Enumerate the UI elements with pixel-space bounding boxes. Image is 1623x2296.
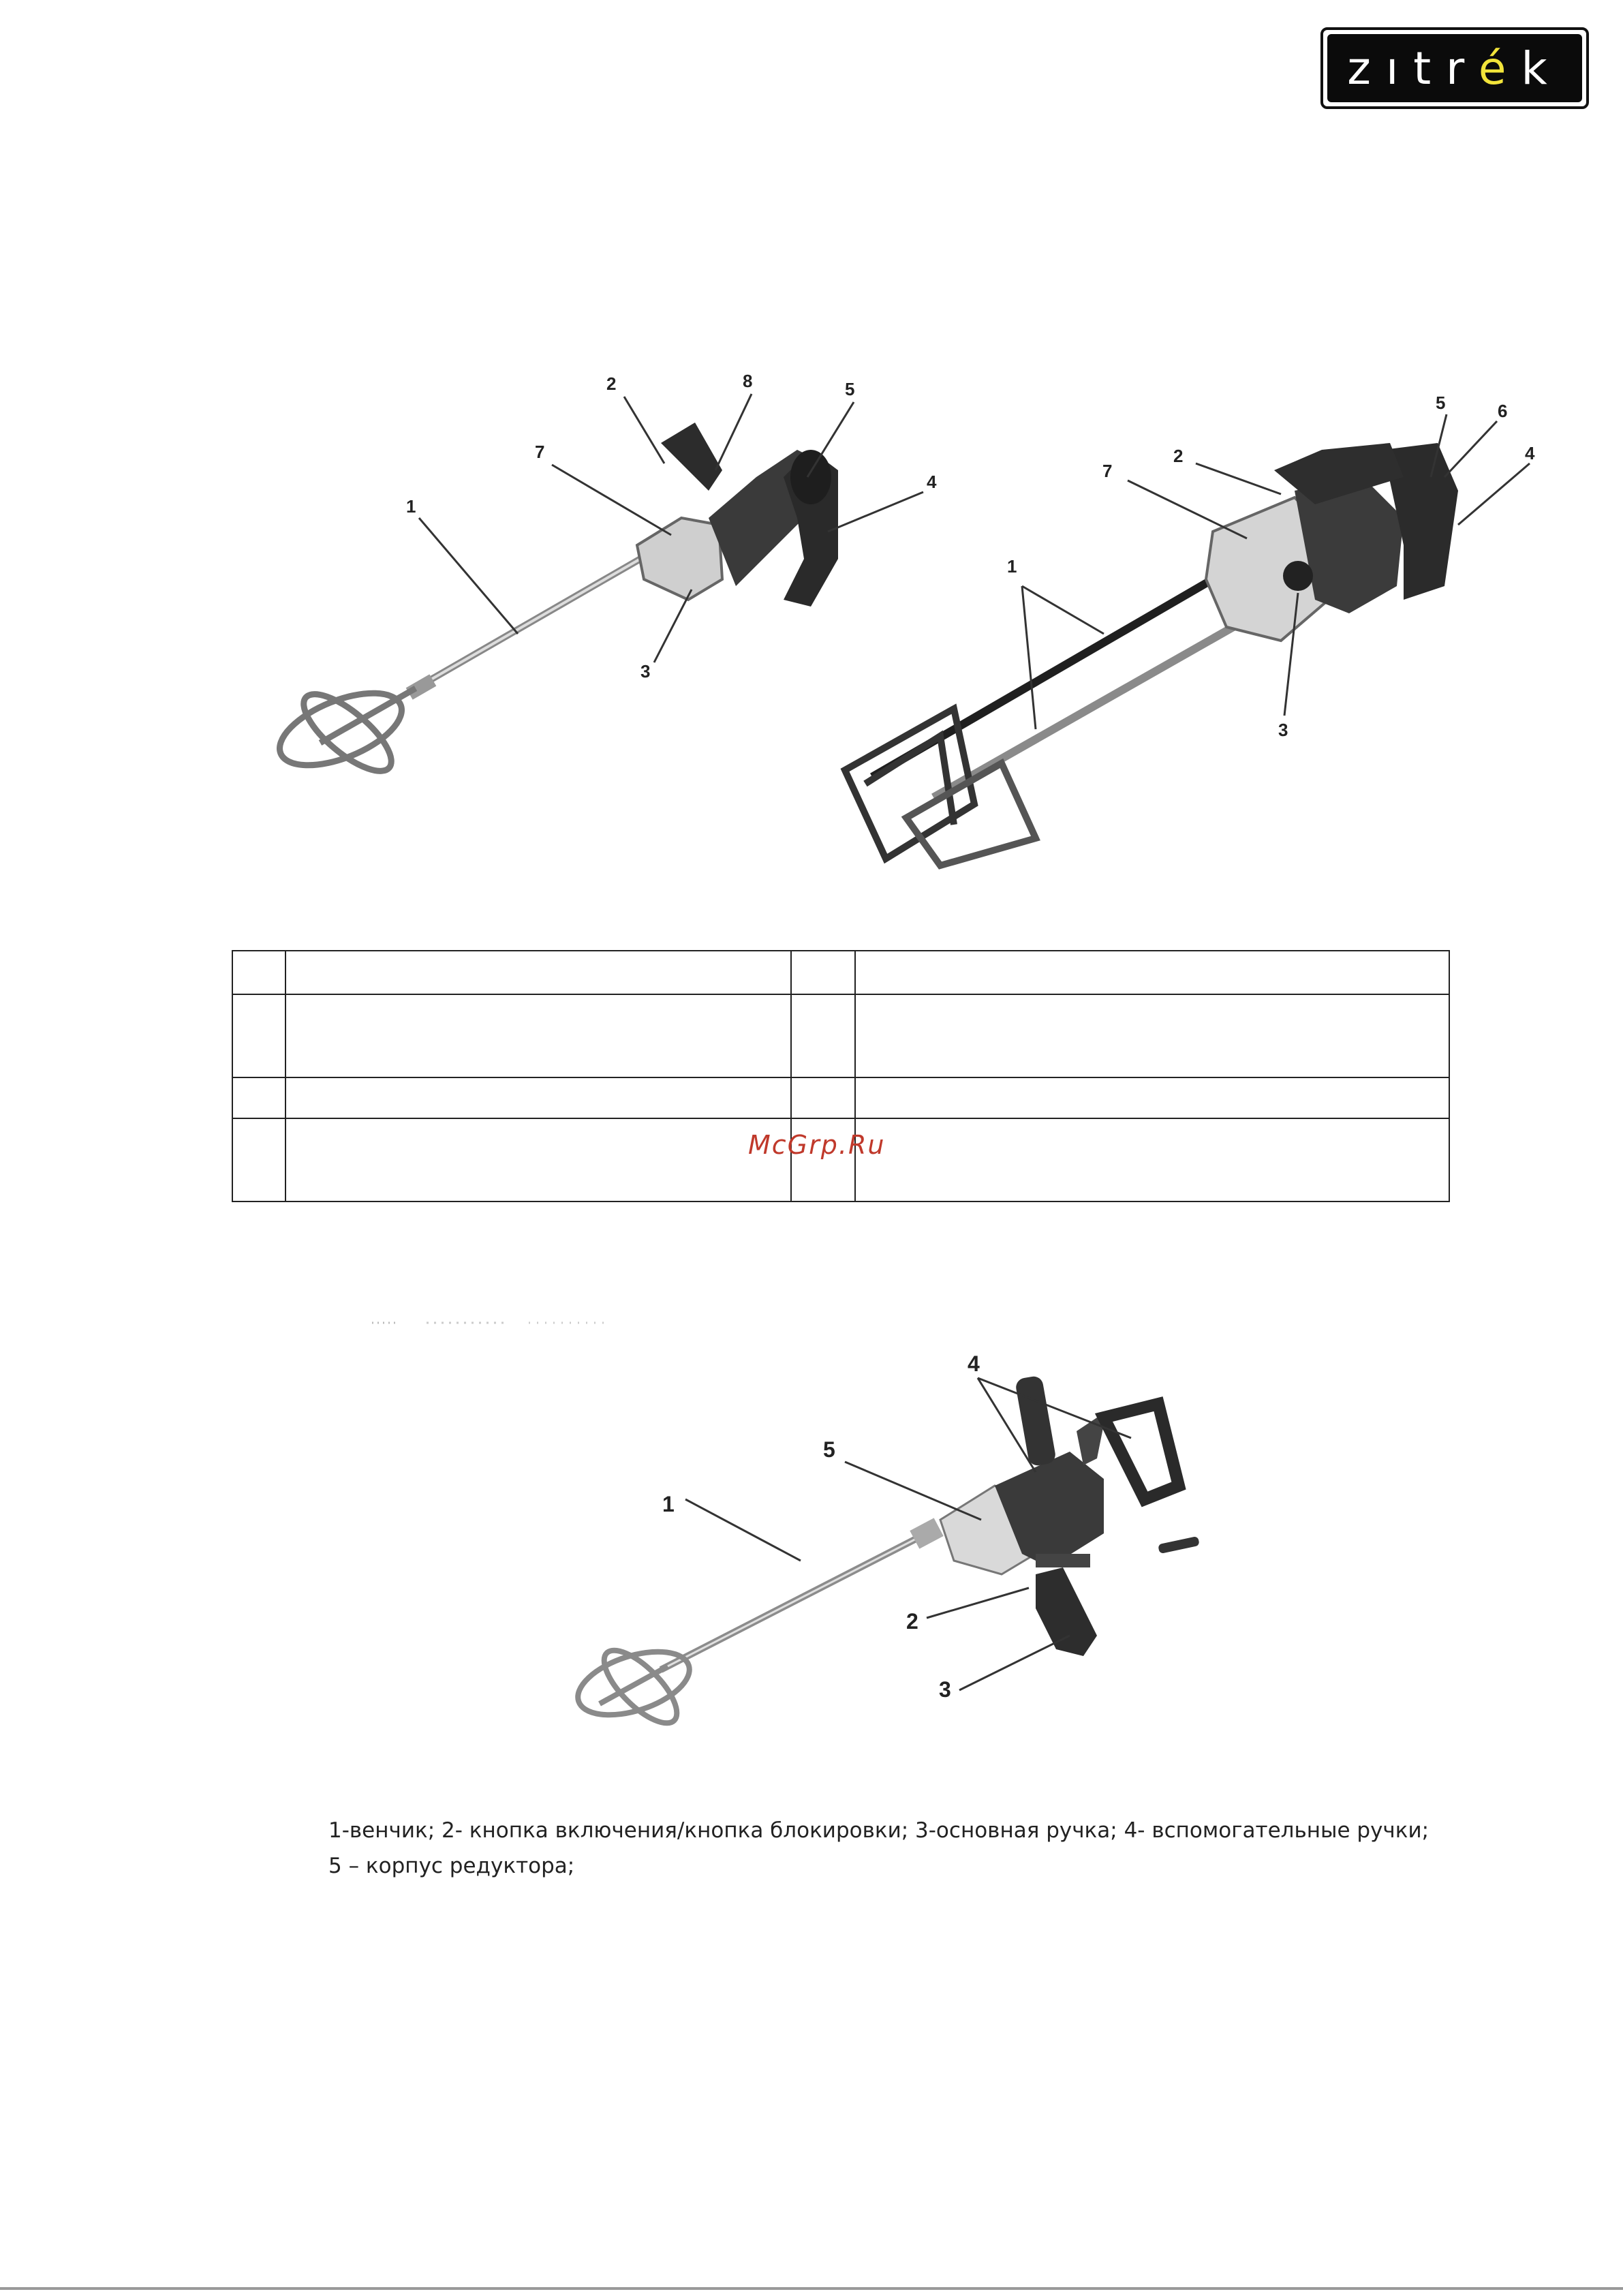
bottom-loop-handle: [1104, 1404, 1179, 1499]
logo-accent-letter: é: [1478, 42, 1521, 95]
right-callout-1: 1: [1007, 556, 1017, 577]
table-cell: [285, 1077, 791, 1118]
figure-caption: [328, 1813, 1429, 1884]
bottom-main-handle: [1036, 1567, 1097, 1656]
bottom-callout-1: 1: [662, 1492, 675, 1516]
table-cell: [855, 1118, 1449, 1201]
left-callout-3: 3: [640, 661, 651, 682]
left-motor-cap: [790, 450, 831, 504]
table-row: [232, 951, 1449, 994]
right-callout-5: 5: [1436, 393, 1446, 413]
table-cell: [791, 994, 855, 1077]
bottom-chuck: [910, 1518, 943, 1548]
table-cell: [232, 994, 285, 1077]
right-top-grip: [1274, 443, 1404, 504]
left-switch-grip: [661, 423, 722, 491]
parts-table: [232, 950, 1450, 1202]
left-callout-1: 1: [406, 496, 416, 517]
table-cell: [232, 1118, 285, 1201]
bottom-callout-5: 5: [823, 1437, 835, 1462]
watermark: McGrp.Ru: [748, 1130, 886, 1160]
bottom-callout-3: 3: [939, 1677, 951, 1702]
left-callout-7: 7: [535, 442, 545, 462]
bottom-figure: [559, 1349, 1240, 1758]
left-callout-5: 5: [845, 379, 855, 399]
right-speed-dial: [1283, 561, 1313, 591]
left-shaft-highlight: [416, 559, 640, 688]
right-callout-6: 6: [1498, 401, 1508, 421]
table-cell: [855, 951, 1449, 994]
table-cell: [791, 951, 855, 994]
right-mixer-drawing: [845, 443, 1458, 866]
table-cell: [285, 951, 791, 994]
table-cell: [285, 1118, 791, 1201]
bottom-shaft-highlight: [661, 1533, 927, 1670]
page-bottom-rule: [0, 2287, 1623, 2290]
right-callout-2: 2: [1173, 446, 1184, 466]
left-gearbox: [637, 518, 722, 600]
left-callout-2: 2: [606, 373, 617, 394]
table-cell: [855, 1077, 1449, 1118]
left-mixer-drawing: [270, 423, 838, 783]
table-cell: [232, 951, 285, 994]
bottom-paddle: [570, 1640, 697, 1734]
table-cell: [855, 994, 1449, 1077]
caption-line-2: 5 – корпус редуктора;: [328, 1854, 575, 1878]
right-callout-3: 3: [1278, 720, 1288, 740]
caption-line-1: 1-венчик; 2- кнопка включения/кнопка блокировки; 3-основная ручка; 4- вспомогательные ручки;: [328, 1818, 1429, 1843]
right-callout-7: 7: [1102, 461, 1113, 481]
table-row: [232, 994, 1449, 1077]
bottom-callout-2: 2: [906, 1609, 918, 1634]
table-row: [232, 1077, 1449, 1118]
faint-text-remnant: [372, 1319, 604, 1326]
table-cell: [791, 1077, 855, 1118]
bottom-callout-4: 4: [968, 1351, 980, 1376]
bottom-aux-grip: [1015, 1375, 1057, 1467]
left-paddle: [270, 678, 416, 783]
bottom-side-stub: [1036, 1554, 1090, 1567]
right-paddles: [845, 709, 1036, 866]
table-cell: [285, 994, 791, 1077]
left-callout-8: 8: [743, 371, 753, 391]
right-callout-4: 4: [1525, 443, 1535, 463]
logo-wordmark: zıtrék: [1347, 42, 1562, 95]
table-cell: [232, 1077, 285, 1118]
left-callout-4: 4: [927, 472, 937, 492]
bottom-side-bar: [1158, 1536, 1200, 1554]
top-figure: [0, 0, 1623, 900]
